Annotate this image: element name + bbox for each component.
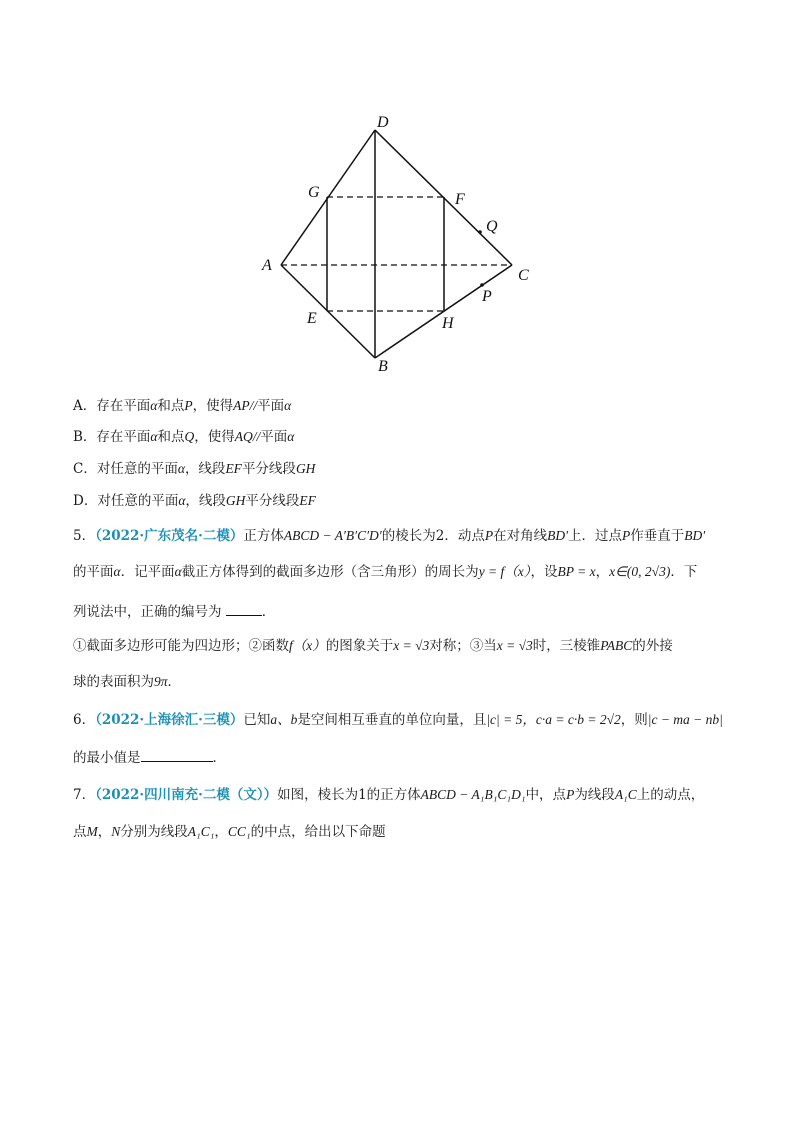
question-text: 的中点，给出以下命题 — [250, 824, 386, 840]
option-text: ，线段 — [185, 493, 226, 509]
math-segment: EF — [225, 461, 242, 476]
question-text: ，设 — [530, 564, 558, 580]
question-text: ， — [595, 564, 610, 580]
question-text: 上的动点， — [636, 787, 705, 803]
q5-line-3 — [73, 603, 275, 621]
math-equation: x = √3 — [496, 638, 533, 653]
question-source: （2022·上海徐汇·三模） — [95, 712, 244, 728]
option-letter: A． — [73, 398, 97, 414]
math-segment: A₁C — [614, 787, 637, 802]
q5-line-4 — [73, 637, 673, 655]
option-c — [73, 460, 315, 478]
option-text: 对任意的平面 — [96, 461, 178, 477]
question-text: ． — [261, 604, 276, 620]
option-text: ，线段 — [184, 461, 226, 477]
math-segment: CC₁ — [227, 824, 251, 839]
label-B: B — [378, 358, 388, 375]
math-alpha: α — [177, 461, 185, 476]
answer-blank[interactable] — [226, 615, 262, 616]
option-text: 平分线段 — [241, 461, 296, 477]
question-text: 时，三棱锥 — [532, 638, 601, 654]
math-function: f（x） — [289, 638, 326, 653]
math-alpha: α — [113, 564, 121, 579]
option-text: 平面 — [260, 429, 288, 445]
label-H: H — [442, 315, 454, 332]
math-condition: c·a = c·b = 2√2 — [535, 712, 621, 727]
question-number: 6． — [73, 712, 96, 728]
option-letter: C． — [73, 461, 97, 477]
tetrahedron-figure — [250, 100, 550, 380]
math-point: Q — [184, 429, 195, 444]
question-text: ．动点 — [444, 528, 485, 544]
math-equation: BP = x — [557, 564, 596, 579]
option-text: 对任意的平面 — [97, 493, 179, 509]
q7-line-2 — [73, 823, 386, 841]
math-point: N — [111, 824, 121, 839]
math-domain: x∈(0, 2√3) — [609, 564, 671, 579]
math-segment: GH — [295, 461, 316, 476]
question-text: 的棱长为 — [381, 528, 436, 544]
math-point: M — [86, 824, 98, 839]
label-E: E — [307, 310, 317, 327]
math-point: P — [184, 398, 193, 413]
math-cube: ABCD − A₁B₁C₁D₁ — [420, 787, 526, 802]
question-text: 如图，棱长为1的正方体 — [277, 787, 421, 803]
label-A: A — [262, 257, 272, 274]
option-text: 存在平面 — [96, 398, 151, 414]
math-point: P — [484, 528, 494, 543]
question-text: ．记平面 — [120, 564, 175, 580]
question-text: 已知 — [243, 712, 271, 728]
question-text: 是空间相互垂直的单位向量，且 — [297, 712, 487, 728]
answer-blank[interactable] — [141, 761, 213, 762]
question-text: ． — [212, 750, 226, 766]
math-equation: x = √3 — [393, 638, 430, 653]
question-text: 的平面 — [73, 564, 114, 580]
math-alpha: α — [150, 429, 158, 444]
math-segment: GH — [225, 493, 246, 508]
question-text: 对称；③当 — [429, 638, 497, 654]
q7-line-1 — [73, 786, 704, 804]
math-cube: ABCD − A′B′C′D′ — [283, 528, 382, 543]
question-text: 上．过点 — [568, 528, 623, 544]
q6-line-1 — [73, 711, 723, 729]
point-Q — [478, 230, 482, 234]
option-b — [73, 428, 294, 446]
question-text: 截正方体得到的截面多边形（含三角形）的周长为 — [181, 564, 479, 580]
math-relation: AQ// — [234, 429, 261, 444]
math-alpha: α — [150, 398, 158, 413]
question-text: 在对角线 — [493, 528, 548, 544]
q5-line-5 — [73, 673, 181, 691]
question-number: 5． — [73, 528, 96, 544]
math-alpha: α — [178, 493, 186, 508]
option-text: 存在平面 — [96, 429, 151, 445]
question-source: （2022·广东茂名·二模） — [95, 528, 244, 544]
option-text: 平面 — [257, 398, 285, 414]
label-D: D — [377, 114, 389, 131]
math-alpha: α — [287, 429, 295, 444]
label-G: G — [308, 184, 320, 201]
question-text: ，则 — [620, 712, 648, 728]
math-point: P — [566, 787, 575, 802]
math-alpha: α — [174, 564, 182, 579]
math-number: 9π — [154, 674, 168, 689]
math-point: P — [622, 528, 631, 543]
question-text: 的图象关于 — [325, 638, 394, 654]
option-d — [73, 492, 316, 510]
label-P: P — [482, 288, 492, 305]
question-text: ①截面多边形可能为四边形；②函数 — [73, 638, 289, 654]
math-segment: BD′ — [547, 528, 569, 543]
math-pyramid: PABC — [600, 638, 633, 653]
option-text: ，使得 — [192, 398, 234, 414]
math-alpha: α — [284, 398, 292, 413]
question-text: 为线段 — [574, 787, 615, 803]
question-number: 7． — [73, 787, 96, 803]
math-number: 2 — [435, 528, 445, 544]
question-text: 正方体 — [243, 528, 284, 544]
option-text: 平分线段 — [245, 493, 300, 509]
question-text: 点 — [73, 824, 87, 840]
option-text: ，使得 — [194, 429, 235, 445]
question-text: 的外接 — [632, 638, 673, 654]
figure-svg — [250, 100, 550, 380]
option-text: 和点 — [157, 429, 185, 445]
math-vectors: a、b — [270, 712, 298, 727]
q5-line-1 — [73, 527, 705, 545]
question-source: （2022·四川南充·二模（文）） — [95, 787, 278, 803]
option-text: 和点 — [157, 398, 185, 414]
question-text: 列说法中，正确的编号为 — [73, 604, 222, 620]
math-function: y = f（x） — [478, 564, 531, 579]
question-text: 的最小值是 — [73, 750, 141, 766]
option-letter: B． — [73, 429, 97, 445]
question-text: 中，点 — [525, 787, 567, 803]
q6-line-2 — [73, 749, 226, 767]
math-relation: AP// — [233, 398, 258, 413]
math-segment: EF — [299, 493, 316, 508]
option-a — [73, 397, 291, 415]
question-text: 作垂直于 — [630, 528, 685, 544]
question-text: ， — [214, 824, 228, 840]
point-P — [480, 283, 484, 287]
math-segment: A₁C₁ — [187, 824, 215, 839]
math-condition: |c| = 5， — [486, 712, 536, 727]
question-text: ， — [97, 824, 112, 840]
math-expression: |c − ma − nb| — [647, 712, 723, 727]
option-letter: D． — [73, 493, 98, 509]
q5-line-2 — [73, 563, 697, 581]
question-text: ．下 — [670, 564, 698, 580]
math-segment: BD′ — [684, 528, 706, 543]
label-C: C — [518, 267, 529, 284]
question-text: 球的表面积为 — [73, 674, 154, 690]
label-Q: Q — [486, 218, 498, 235]
label-F: F — [455, 191, 465, 208]
question-text: ． — [167, 674, 182, 690]
question-text: 分别为线段 — [120, 824, 188, 840]
